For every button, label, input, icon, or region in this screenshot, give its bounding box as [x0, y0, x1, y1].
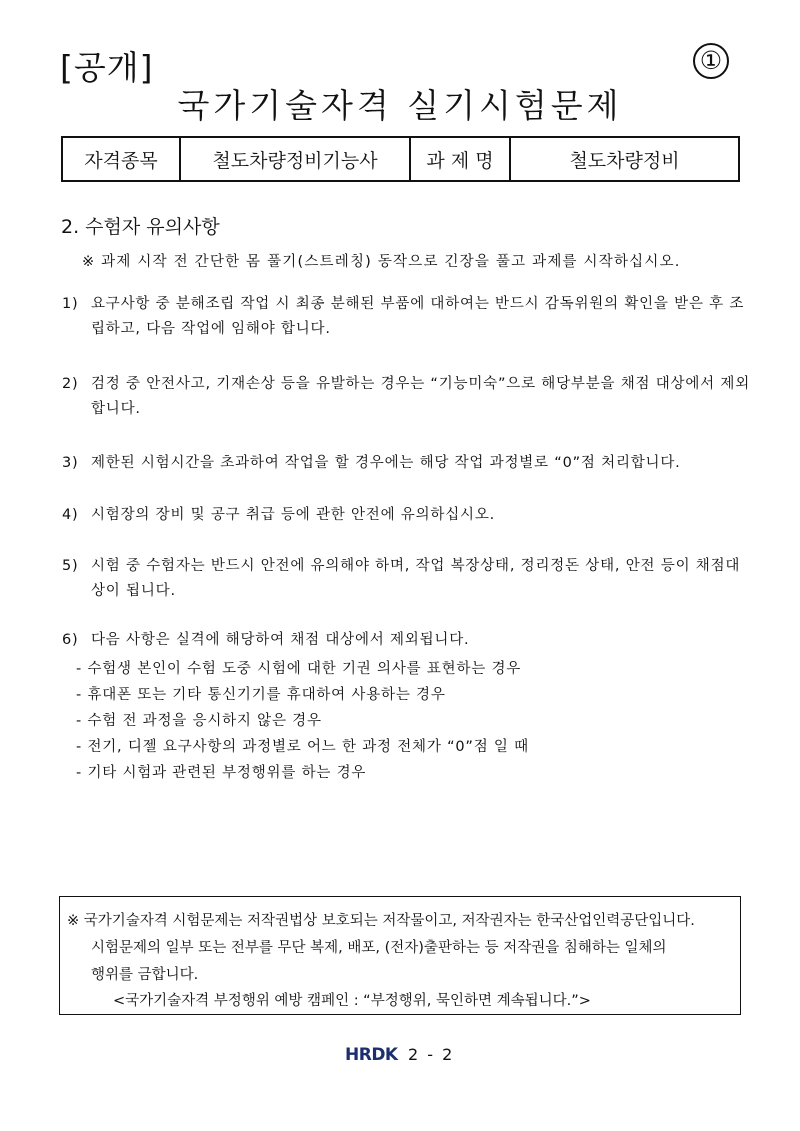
item-number: 2)	[62, 376, 79, 392]
disqualification-item: - 휴대폰 또는 기타 통신기기를 휴대하여 사용하는 경우	[76, 687, 446, 703]
hrdk-logo: HRDK	[345, 1045, 398, 1065]
copyright-line: ※ 국가기술자격 시험문제는 저작권법상 보호되는 저작물이고, 저작권자는 한국산업인력공단입니다.	[67, 913, 695, 929]
info-table	[61, 136, 740, 182]
qualification-value: 철도차량정비기능사	[181, 138, 411, 180]
section-heading: 2. 수험자 유의사항	[61, 216, 220, 238]
item-text: 시험장의 장비 및 공구 취급 등에 관한 안전에 유의하십시오.	[91, 507, 496, 523]
disqualification-item: - 기타 시험과 관련된 부정행위를 하는 경우	[76, 765, 367, 781]
public-tag: [공개]	[60, 48, 154, 87]
list-item	[62, 451, 752, 476]
item-text: 시험 중 수험자는 반드시 안전에 유의해야 하며, 작업 복장상태, 정리정돈 상태, 안전 등이 채점대상이 됩니다.	[91, 558, 741, 599]
page-number: 2 - 2	[408, 1045, 455, 1064]
item-text: 요구사항 중 분해조립 작업 시 최종 분해된 부품에 대하여는 반드시 감독위원의 확인을 받은 후 조립하고, 다음 작업에 임해야 합니다.	[91, 296, 745, 337]
item-number: 5)	[62, 558, 79, 574]
item-number: 4)	[62, 507, 79, 523]
disqualification-item: - 수험 전 과정을 응시하지 않은 경우	[76, 713, 322, 729]
task-value: 철도차량정비	[569, 149, 680, 172]
page-title: 국가기술자격 실기시험문제	[177, 86, 623, 125]
item-number: 1)	[62, 296, 79, 312]
page-marker: ①	[693, 43, 729, 79]
copyright-line: 행위를 금합니다.	[91, 967, 199, 983]
item-text: 다음 사항은 실격에 해당하여 채점 대상에서 제외됩니다.	[91, 632, 470, 648]
disqualification-item: - 전기, 디젤 요구사항의 과정별로 어느 한 과정 전체가 “0”점 일 때	[76, 739, 529, 755]
list-item	[62, 292, 752, 342]
copyright-line: 시험문제의 일부 또는 전부를 무단 복제, 배포, (전자)출판하는 등 저작권을 침해하는 일체의	[91, 940, 667, 956]
item-text: 검정 중 안전사고, 기재손상 등을 유발하는 경우는 “기능미숙”으로 해당부분을 채점 대상에서 제외합니다.	[91, 376, 751, 417]
list-item	[62, 372, 752, 422]
intro-note: ※ 과제 시작 전 간단한 몸 풀기(스트레칭) 동작으로 긴장을 풀고 과제를 시작하십시오.	[82, 254, 681, 270]
list-item	[62, 554, 752, 604]
copyright-notice	[59, 896, 741, 1015]
item-number: 6)	[62, 632, 79, 648]
campaign-slogan: <국가기술자격 부정행위 예방 캠페인 : “부정행위, 묵인하면 계속됩니다.”>	[113, 993, 591, 1009]
disqualification-item: - 수험생 본인이 수험 도중 시험에 대한 기권 의사를 표현하는 경우	[76, 661, 522, 677]
list-item	[62, 628, 752, 653]
item-number: 3)	[62, 455, 79, 471]
task-label: 과 제 명	[411, 138, 511, 180]
item-text: 제한된 시험시간을 초과하여 작업을 할 경우에는 해당 작업 과정별로 “0”점 처리합니다.	[91, 455, 681, 471]
qualification-label: 자격종목	[63, 138, 181, 180]
list-item	[62, 503, 752, 528]
